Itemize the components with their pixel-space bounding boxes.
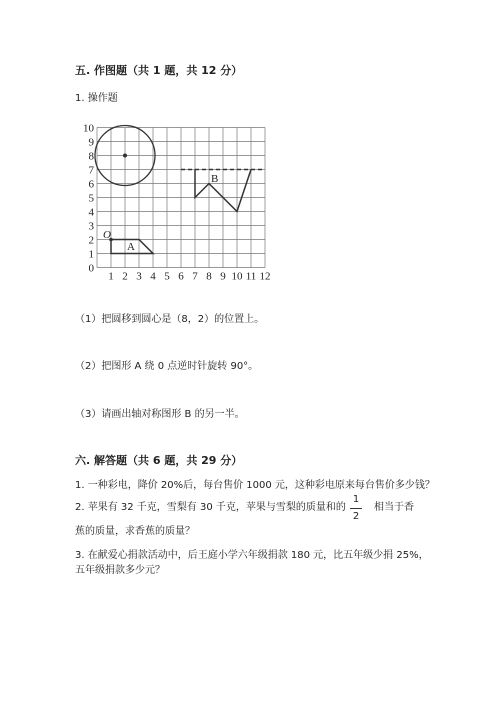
y-tick-label: 10 — [83, 122, 94, 135]
question-1-title: 1. 操作题 — [75, 93, 118, 104]
y-tick-label: 7 — [88, 164, 94, 177]
y-tick-label: 8 — [88, 150, 94, 163]
grid-lines — [97, 128, 265, 268]
y-axis-labels — [83, 123, 95, 275]
x-tick-label: 1 — [108, 270, 114, 283]
x-tick-label: 12 — [259, 270, 271, 283]
y-tick-label: 1 — [88, 248, 94, 261]
x-tick-label: 5 — [164, 270, 170, 283]
sub-question-3: （3）请画出轴对称图形 B 的另一半。 — [75, 409, 245, 420]
answer-question-1: 1. 一种彩电，降价 20%后，每台售价 1000 元，这种彩电原来每台售价多少钱？ — [75, 480, 435, 491]
x-tick-label: 11 — [245, 270, 257, 283]
answer-question-3-part-a: 3. 在献爱心捐款活动中，后王庭小学六年级捐款 180 元，比五年级少捐 25%， — [75, 550, 429, 561]
sub-question-2: （2）把图形 A 绕 0 点逆时针旋转 90°。 — [75, 361, 259, 372]
fraction-denominator: 2 — [352, 511, 360, 522]
answer-question-2-part-c: 蕉的质量，求香蕉的质量？ — [75, 526, 195, 537]
x-tick-label: 6 — [178, 270, 184, 283]
circle-center-dot — [123, 154, 127, 158]
x-axis-labels — [108, 271, 270, 283]
y-tick-label: 5 — [88, 192, 94, 205]
fraction-numerator: 1 — [352, 494, 360, 505]
section-5-heading: 五. 作图题（共 1 题，共 12 分） — [75, 64, 243, 77]
y-tick-label: 2 — [88, 234, 94, 247]
y-tick-label: 0 — [88, 262, 94, 275]
x-tick-label: 3 — [136, 270, 142, 283]
answer-question-2-part-b: 相当于香 — [374, 502, 414, 513]
shape-b-label: B — [211, 173, 219, 185]
point-o-label: O — [103, 229, 111, 241]
x-tick-label: 4 — [150, 270, 156, 283]
x-tick-label: 9 — [220, 270, 226, 283]
grid-shapes — [95, 126, 265, 254]
x-tick-label: 7 — [192, 270, 198, 283]
y-tick-label: 6 — [88, 178, 94, 191]
shape-a-label: A — [127, 241, 135, 253]
x-tick-label: 10 — [231, 270, 243, 283]
fraction-one-half — [349, 494, 363, 523]
sub-question-1: （1）把圆移到圆心是（8，2）的位置上。 — [75, 314, 265, 325]
y-tick-label: 4 — [88, 206, 94, 219]
x-tick-label: 2 — [122, 270, 128, 283]
section-6-heading: 六. 解答题（共 6 题，共 29 分） — [75, 454, 243, 467]
fraction-bar — [350, 508, 362, 509]
y-tick-label: 3 — [88, 220, 94, 233]
answer-question-2-part-a: 2. 苹果有 32 千克，雪梨有 30 千克，苹果与雪梨的质量和的 — [75, 502, 346, 513]
coordinate-grid — [83, 118, 275, 283]
answer-question-3-part-b: 五年级捐款多少元？ — [75, 565, 165, 576]
x-tick-label: 8 — [206, 270, 212, 283]
y-tick-label: 9 — [88, 136, 94, 149]
